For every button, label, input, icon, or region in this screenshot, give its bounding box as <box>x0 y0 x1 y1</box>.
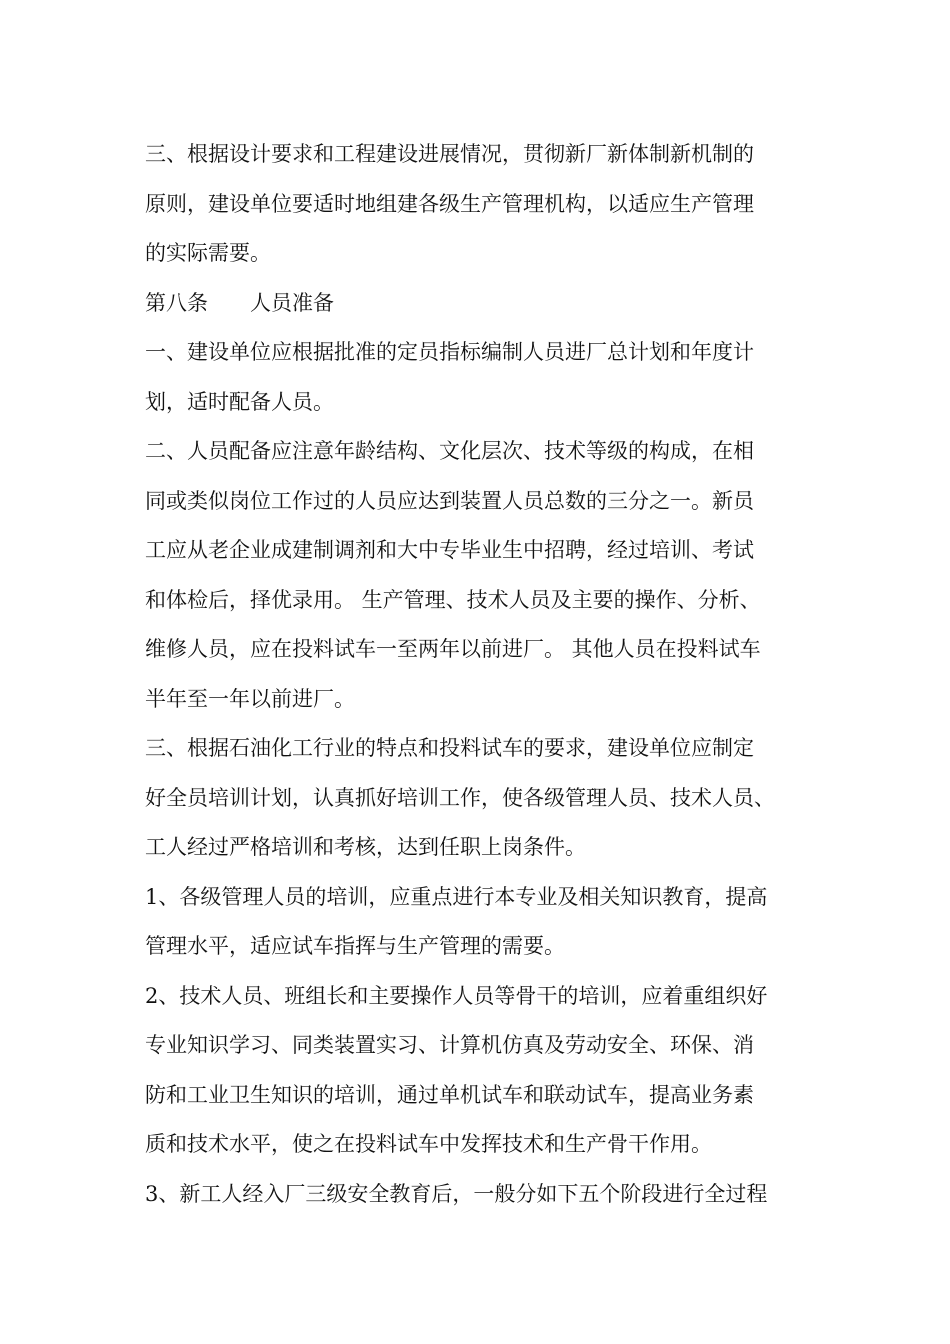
text-line: 维修人员，应在投料试车一至两年以前进厂。 其他人员在投料试车 <box>145 637 761 661</box>
text-line: 管理水平，适应试车指挥与生产管理的需要。 <box>145 934 565 958</box>
text-line: 和体检后，择优录用。 生产管理、技术人员及主要的操作、分析、 <box>145 587 761 612</box>
body-text <box>145 130 825 1219</box>
text-line: 专业知识学习、同类装置实习、计算机仿真及劳动安全、环保、消 <box>145 1033 754 1057</box>
text-line: 工应从老企业成建制调剂和大中专毕业生中招聘，经过培训、考试 <box>145 538 754 562</box>
text-line: 半年至一年以前进厂。 <box>145 686 355 711</box>
text-line: 一、建设单位应根据批准的定员指标编制人员进厂总计划和年度计 <box>145 340 754 364</box>
text-line: 原则，建设单位要适时地组建各级生产管理机构，以适应生产管理 <box>145 191 754 216</box>
text-line: 的实际需要。 <box>145 241 271 265</box>
text-line: 质和技术水平，使之在投料试车中发挥技术和生产骨干作用。 <box>145 1132 712 1156</box>
text-line: 二、人员配备应注意年龄结构、文化层次、技术等级的构成，在相 <box>145 439 754 463</box>
text-line: 3、新工人经入厂三级安全教育后，一般分如下五个阶段进行全过程 <box>145 1181 768 1206</box>
text-line: 好全员培训计划，认真抓好培训工作，使各级管理人员、技术人员、 <box>145 785 775 810</box>
text-line: 划，适时配备人员。 <box>145 389 334 414</box>
text-line: 同或类似岗位工作过的人员应达到装置人员总数的三分之一。新员 <box>145 488 754 513</box>
text-line: 三、根据石油化工行业的特点和投料试车的要求，建设单位应制定 <box>145 736 754 760</box>
text-line: 三、根据设计要求和工程建设进展情况，贯彻新厂新体制新机制的 <box>145 142 754 166</box>
text-line: 防和工业卫生知识的培训，通过单机试车和联动试车，提高业务素 <box>145 1082 754 1107</box>
section-heading: 第八条 人员准备 <box>145 290 334 315</box>
text-line: 1、各级管理人员的培训，应重点进行本专业及相关知识教育，提高 <box>145 884 768 909</box>
text-line: 2、技术人员、班组长和主要操作人员等骨干的培训，应着重组织好 <box>145 983 768 1008</box>
text-line: 工人经过严格培训和考核，达到任职上岗条件。 <box>145 835 586 859</box>
